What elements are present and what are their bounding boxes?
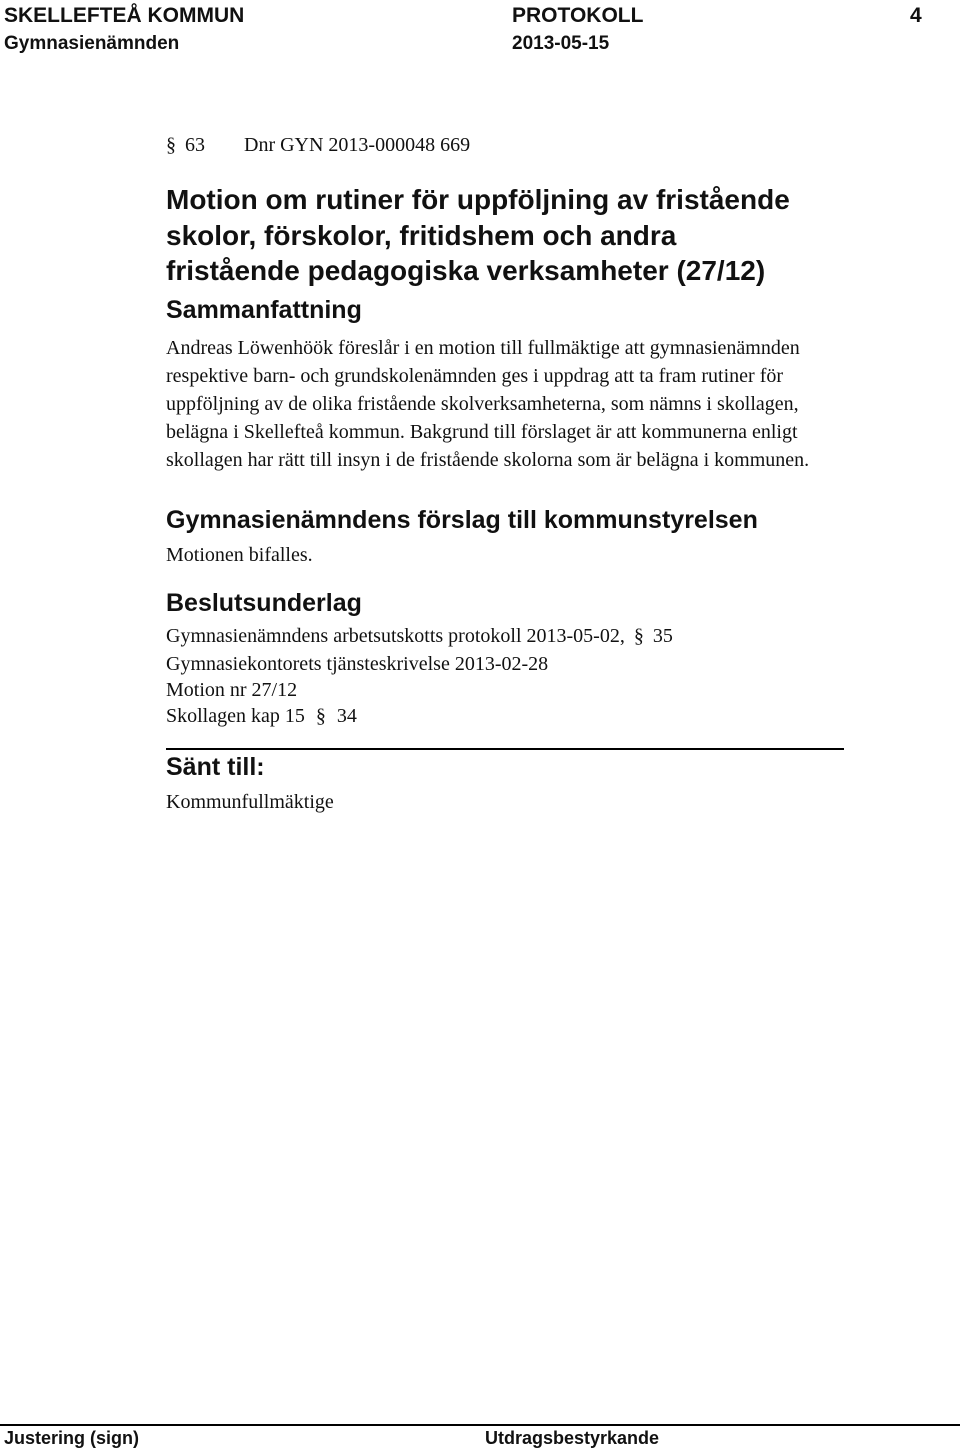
footer-justering: Justering (sign) [4,1428,140,1448]
summary-line-4: belägna i Skellefteå kommun. Bakgrund till förslaget är att kommunerna enligt [166,421,798,443]
basis-line-3: Motion nr 27/12 [166,679,298,701]
paragraph-ref [166,134,470,157]
agenda-title-line-3: fristående pedagogiska verksamheter (27/12) [166,255,766,286]
footer-rule [0,1424,960,1426]
proposal-text: Motionen bifalles. [166,544,313,566]
basis-line-2: Gymnasiekontorets tjänsteskrivelse 2013-02-28 [166,653,549,675]
basis-line-4 [166,702,357,730]
basis-line-1 [166,622,673,650]
basis-line-1-ref: 35 [652,625,673,647]
document-type: PROTOKOLL [512,4,644,27]
dnr-number: Dnr GYN 2013-000048 669 [244,134,471,156]
footer-utdrag: Utdragsbestyrkande [485,1428,660,1448]
summary-line-3: uppföljning av de olika fristående skolverksamheterna, som nämns i skollagen, [166,393,799,415]
committee-name: Gymnasienämnden [4,33,180,54]
agenda-title-line-1: Motion om rutiner för uppföljning av fristående [166,184,790,215]
municipality-name: SKELLEFTEÅ KOMMUN [4,4,245,27]
summary-line-5: skollagen har rätt till insyn i de fristående skolorna som är belägna i kommunen. [166,449,810,471]
basis-line-1-text: Gymnasienämndens arbetsutskotts protokoll 2013-05-02, [166,625,625,647]
separator-line [166,748,844,750]
sent-to-recipient: Kommunfullmäktige [166,791,334,813]
proposal-heading: Gymnasienämndens förslag till kommunstyrelsen [166,506,758,534]
basis-line-4-text: Skollagen kap 15 [166,705,305,727]
summary-heading: Sammanfattning [166,296,362,324]
section-symbol: § [315,705,326,727]
paragraph-symbol: § [166,134,176,156]
basis-heading: Beslutsunderlag [166,589,362,617]
summary-line-2: respektive barn- och grundskolenämnden ges i uppdrag att ta fram rutiner för [166,365,784,387]
meeting-date: 2013-05-15 [512,33,610,54]
paragraph-number: 63 [185,134,205,156]
page-number: 4 [910,4,922,27]
basis-line-4-ref: 34 [336,705,357,727]
sent-to-heading: Sänt till: [166,753,265,781]
agenda-title-line-2: skolor, förskolor, fritidshem och andra [166,220,677,251]
section-symbol: § [633,625,644,647]
summary-line-1: Andreas Löwenhöök föreslår i en motion till fullmäktige att gymnasienämnden [166,337,800,359]
